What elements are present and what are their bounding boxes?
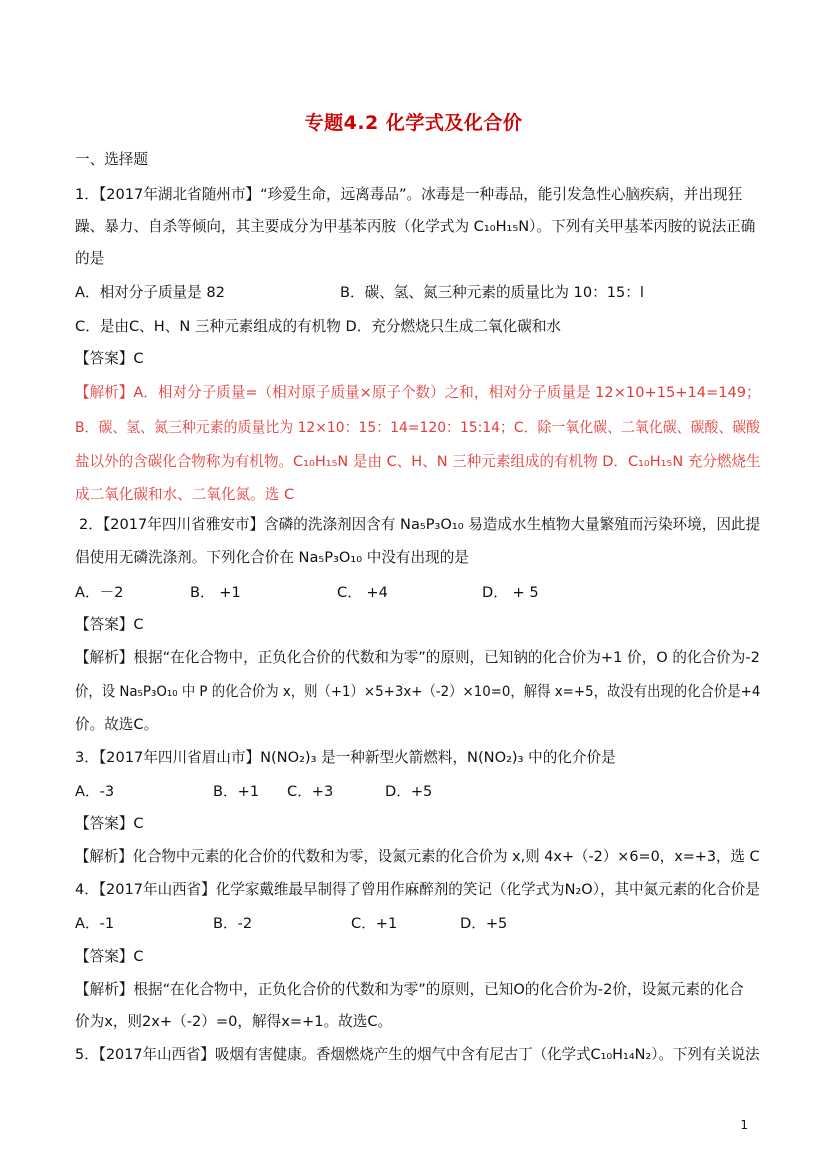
- q2-text-line2: 倡使用无磷洗涤剂。下列化合价在 Na₅P₃O₁₀ 中没有出现的是: [75, 549, 469, 566]
- q1-analysis-line1: 【解析】A．相对分子质量=（相对原子质量×原子个数）之和，相对分子质量是 12×10+15+14=149；: [75, 384, 761, 401]
- section-heading: 一、选择题: [75, 151, 148, 168]
- q1-text-line1: 1．【2017年湖北省随州市】“珍爱生命，远离毒品”。冰毒是一种毒品，能引发急性心脑疾病，并出现狂: [75, 186, 743, 203]
- q2-answer: 【答案】C: [75, 616, 144, 633]
- q4-analysis-line2: 价为x，则2x+（-2）=0，解得x=+1。故选C。: [75, 1013, 393, 1030]
- q2-analysis-line2: 价，设 Na₅P₃O₁₀ 中 P 的化合价为 x，则（+1）×5+3x+（-2）×10=0，解得 x=+5，故没有出现的化合价是+4: [75, 683, 761, 700]
- q3-answer: 【答案】C: [75, 815, 144, 832]
- q4-option-c: C．+1: [351, 915, 398, 932]
- q4-option-b: B．-2: [213, 915, 253, 932]
- q1-text-line2: 躁、暴力、自杀等倾向，其主要成分为甲基苯丙胺（化学式为 C₁₀H₁₅N）。下列有关甲基苯丙胺的说法正确: [75, 218, 756, 235]
- q3-text-line1: 3．【2017年四川省眉山市】N(NO₂)₃ 是一种新型火箭燃料，N(NO₂)₃ 中的化介价是: [75, 749, 616, 766]
- q1-option-c-d: C．是由C、H、N 三种元素组成的有机物 D．充分燃烧只生成二氧化碳和水: [75, 318, 562, 335]
- q3-option-d: D．+5: [385, 783, 433, 800]
- q1-text-line3: 的是: [75, 250, 105, 267]
- q1-analysis-line3: 盐以外的含碳化合物称为有机物。C₁₀H₁₅N 是由 C、H、N 三种元素组成的有机物 D．C₁₀H₁₅N 充分燃烧生: [75, 453, 761, 470]
- q2-text-line1: 2．【2017年四川省雅安市】含磷的洗涤剂因含有 Na₅P₃O₁₀ 易造成水生植物大量繁殖而污染环境，因此提: [79, 516, 761, 533]
- q1-analysis-line2: B．碳、氢、氮三种元素的质量比为 12×10：15：14=120：15:14；C．除一氧化碳、二氧化碳、碳酸、碳酸: [75, 419, 761, 436]
- q5-text-line1: 5．【2017年山西省】吸烟有害健康。香烟燃烧产生的烟气中含有尼古丁（化学式C₁₀H₁₄N₂）。下列有关说法: [75, 1046, 760, 1063]
- q3-option-c: C．+3: [287, 783, 334, 800]
- q4-option-a: A．-1: [75, 915, 115, 932]
- q2-analysis-line3: 价。故选C。: [75, 716, 159, 733]
- q2-option-a: A．－2: [75, 584, 124, 601]
- q2-option-c: C． +4: [337, 584, 388, 601]
- q4-option-d: D．+5: [460, 915, 508, 932]
- q3-analysis-line1: 【解析】化合物中元素的化合价的代数和为零，设氮元素的化合价为 x,则 4x+（-2）×6=0，x=+3，选 C: [75, 848, 760, 865]
- q3-option-a: A．-3: [75, 783, 115, 800]
- q4-answer: 【答案】C: [75, 948, 144, 965]
- q1-answer: 【答案】C: [75, 350, 144, 367]
- page-title: 专题4.2 化学式及化合价: [304, 112, 523, 134]
- page-number: 1: [740, 1118, 748, 1132]
- q2-option-d: D． + 5: [482, 584, 539, 601]
- q2-analysis-line1: 【解析】根据“在化合物中，正负化合价的代数和为零”的原则，已知钠的化合价为+1 价，O 的化合价为-2: [75, 649, 760, 666]
- q4-text-line1: 4．【2017年山西省】化学家戴维最早制得了曾用作麻醉剂的笑记（化学式为N₂O），其中氮元素的化合价是: [75, 881, 760, 898]
- q3-option-b: B．+1: [213, 783, 260, 800]
- q1-option-a: A．相对分子质量是 82: [75, 284, 225, 301]
- q2-option-b: B． +1: [190, 584, 241, 601]
- q1-option-b: B．碳、氢、氮三种元素的质量比为 10：15：l: [340, 284, 644, 301]
- q4-analysis-line1: 【解析】根据“在化合物中，正负化合价的代数和为零”的原则，已知O的化合价为-2价，设氮元素的化合: [75, 981, 744, 998]
- q1-analysis-line4: 成二氧化碳和水、二氧化氮。选 C: [75, 486, 295, 503]
